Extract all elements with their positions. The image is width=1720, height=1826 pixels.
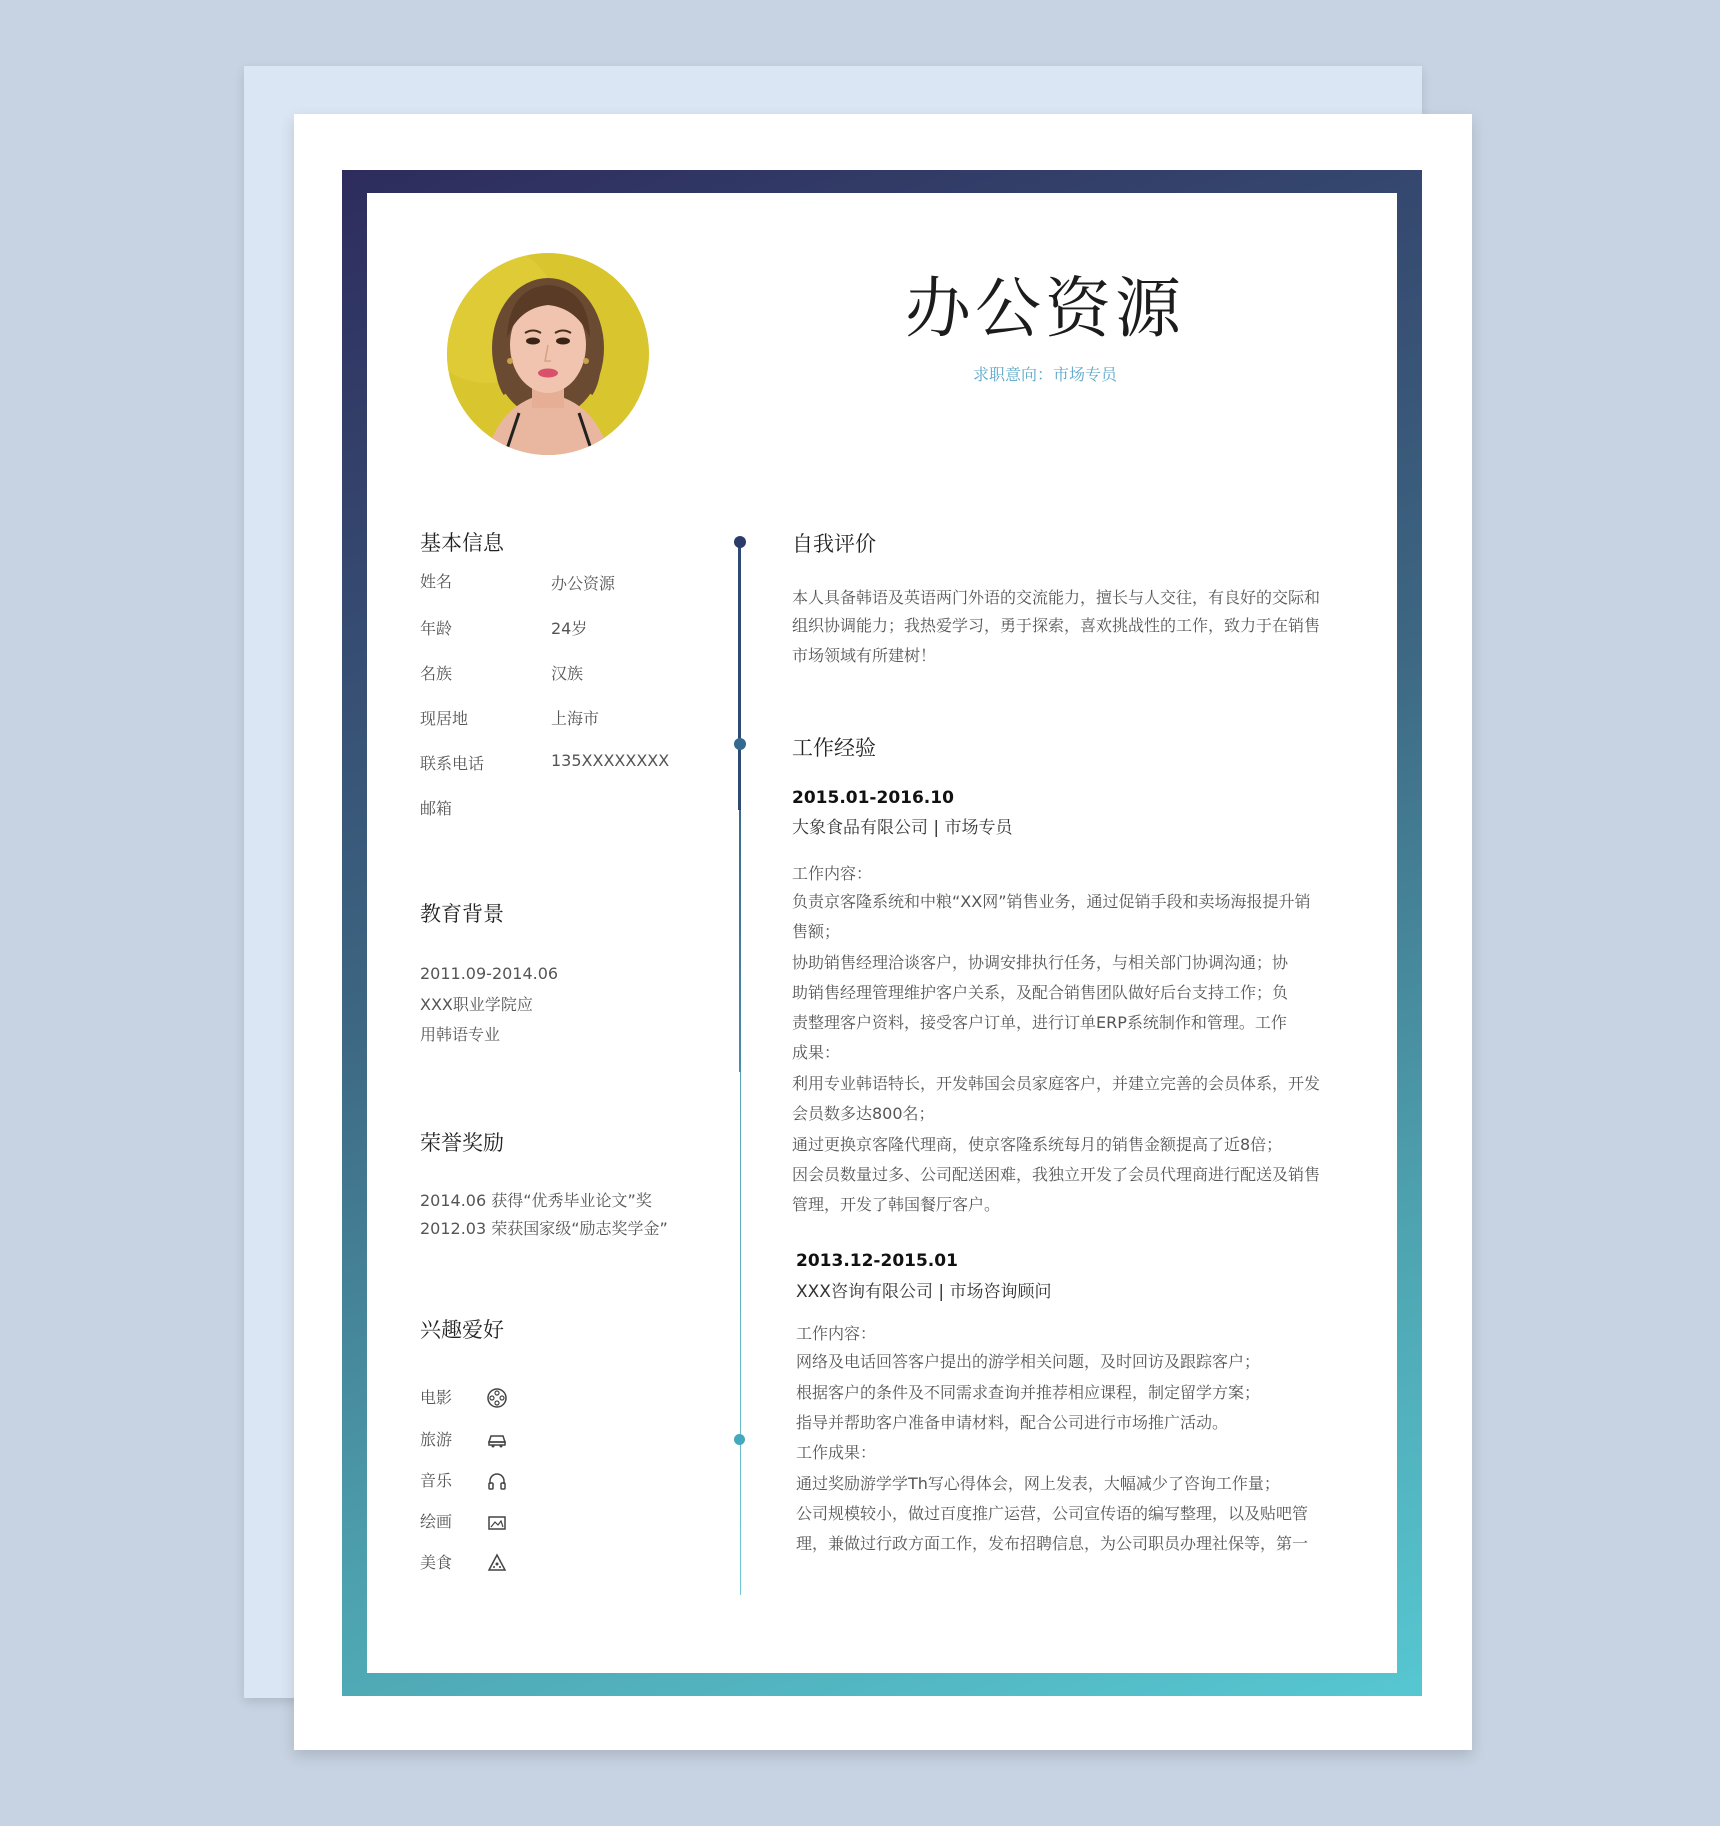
job-line: 通过奖励游学学Th写心得体会，网上发表，大幅减少了咨询工作量；: [796, 1474, 1280, 1493]
pizza-icon: [486, 1552, 508, 1574]
job-line: 工作内容：: [792, 864, 873, 883]
timeline-line: [738, 540, 741, 810]
work-experience-title: 工作经验: [792, 736, 876, 760]
job-line: 网络及电话回答客户提出的游学相关问题，及时回访及跟踪客户；: [796, 1352, 1261, 1371]
info-value-age: 24岁: [551, 619, 588, 638]
hobby-label-music: 音乐: [420, 1471, 453, 1490]
hobby-label-painting: 绘画: [420, 1512, 453, 1531]
timeline-dot: [734, 536, 746, 548]
job-line: 协助销售经理洽谈客户，协调安排执行任务，与相关部门协调沟通；协: [792, 953, 1289, 972]
job-date: 2013.12-2015.01: [796, 1251, 958, 1271]
education-line: XXX职业学院应: [420, 995, 533, 1014]
self-evaluation-line: 组织协调能力；我热爱学习，勇于探索，喜欢挑战性的工作，致力于在销售: [792, 616, 1321, 635]
job-line: 工作成果：: [796, 1443, 877, 1462]
resume-name-title: 办公资源: [905, 270, 1185, 347]
job-line: 成果：: [792, 1043, 841, 1062]
info-label-email: 邮箱: [420, 799, 453, 818]
timeline-line: [740, 1072, 741, 1595]
job-line: 责整理客户资料，接受客户订单，进行订单ERP系统制作和管理。工作: [792, 1013, 1287, 1032]
car-icon: [486, 1428, 508, 1450]
job-line: 指导并帮助客户准备申请材料，配合公司进行市场推广活动。: [796, 1413, 1229, 1432]
honor-line: 2012.03 荣获国家级“励志奖学金”: [420, 1219, 668, 1238]
avatar: [447, 253, 649, 455]
job-line: 会员数多达800名；: [792, 1104, 935, 1123]
job-intent-label: 求职意向：: [972, 365, 1053, 384]
job-line: 公司规模较小，做过百度推广运营，公司宣传语的编写整理，以及贴吧管: [796, 1504, 1309, 1523]
education-line: 用韩语专业: [420, 1025, 501, 1044]
timeline-line: [739, 810, 741, 1072]
timeline-dot: [734, 1434, 745, 1445]
info-value-ethnicity: 汉族: [551, 664, 584, 683]
education-title: 教育背景: [420, 902, 504, 926]
honors-title: 荣誉奖励: [420, 1131, 504, 1155]
job-line: 管理，开发了韩国餐厅客户。: [792, 1195, 1001, 1214]
honor-line: 2014.06 获得“优秀毕业论文”奖: [420, 1191, 652, 1210]
job-company: XXX咨询有限公司 | 市场咨询顾问: [796, 1282, 1052, 1302]
job-line: 因会员数量过多、公司配送困难，我独立开发了会员代理商进行配送及销售: [792, 1165, 1321, 1184]
info-label-residence: 现居地: [420, 709, 469, 728]
self-evaluation-line: 本人具备韩语及英语两门外语的交流能力，擅长与人交往，有良好的交际和: [792, 588, 1321, 607]
job-date: 2015.01-2016.10: [792, 788, 954, 808]
info-value-name: 办公资源: [551, 574, 616, 593]
job-line: 利用专业韩语特长，开发韩国会员家庭客户，并建立完善的会员体系，开发: [792, 1074, 1321, 1093]
job-line: 根据客户的条件及不同需求查询并推荐相应课程，制定留学方案；: [796, 1383, 1261, 1402]
job-line: 售额；: [792, 922, 841, 941]
job-line: 负责京客隆系统和中粮“XX网”销售业务，通过促销手段和卖场海报提升销: [792, 892, 1311, 911]
info-label-name: 姓名: [420, 572, 453, 591]
self-evaluation-title: 自我评价: [792, 532, 876, 556]
job-line: 工作内容：: [796, 1324, 877, 1343]
job-line: 理，兼做过行政方面工作，发布招聘信息，为公司职员办理社保等，第一: [796, 1534, 1309, 1553]
info-label-ethnicity: 名族: [420, 664, 453, 683]
film-reel-icon: [486, 1387, 508, 1409]
job-company: 大象食品有限公司 | 市场专员: [792, 818, 1013, 838]
info-label-age: 年龄: [420, 619, 453, 638]
headphones-icon: [486, 1470, 508, 1492]
info-value-phone: 135XXXXXXXX: [551, 751, 670, 770]
picture-icon: [486, 1512, 508, 1534]
hobby-label-food: 美食: [420, 1553, 453, 1572]
education-line: 2011.09-2014.06: [420, 964, 559, 983]
job-line: 通过更换京客隆代理商，使京客隆系统每月的销售金额提高了近8倍；: [792, 1135, 1283, 1154]
hobbies-title: 兴趣爱好: [420, 1318, 504, 1342]
info-value-residence: 上海市: [551, 709, 600, 728]
job-line: 助销售经理管理维护客户关系，及配合销售团队做好后台支持工作；负: [792, 983, 1289, 1002]
timeline-dot: [734, 738, 746, 750]
job-intent: [820, 362, 1270, 385]
hobby-label-movie: 电影: [420, 1388, 453, 1407]
hobby-label-travel: 旅游: [420, 1430, 453, 1449]
job-intent-value: 市场专员: [1053, 365, 1118, 384]
info-label-phone: 联系电话: [420, 754, 485, 773]
self-evaluation-line: 市场领域有所建树！: [792, 646, 937, 665]
basic-info-title: 基本信息: [420, 531, 504, 555]
